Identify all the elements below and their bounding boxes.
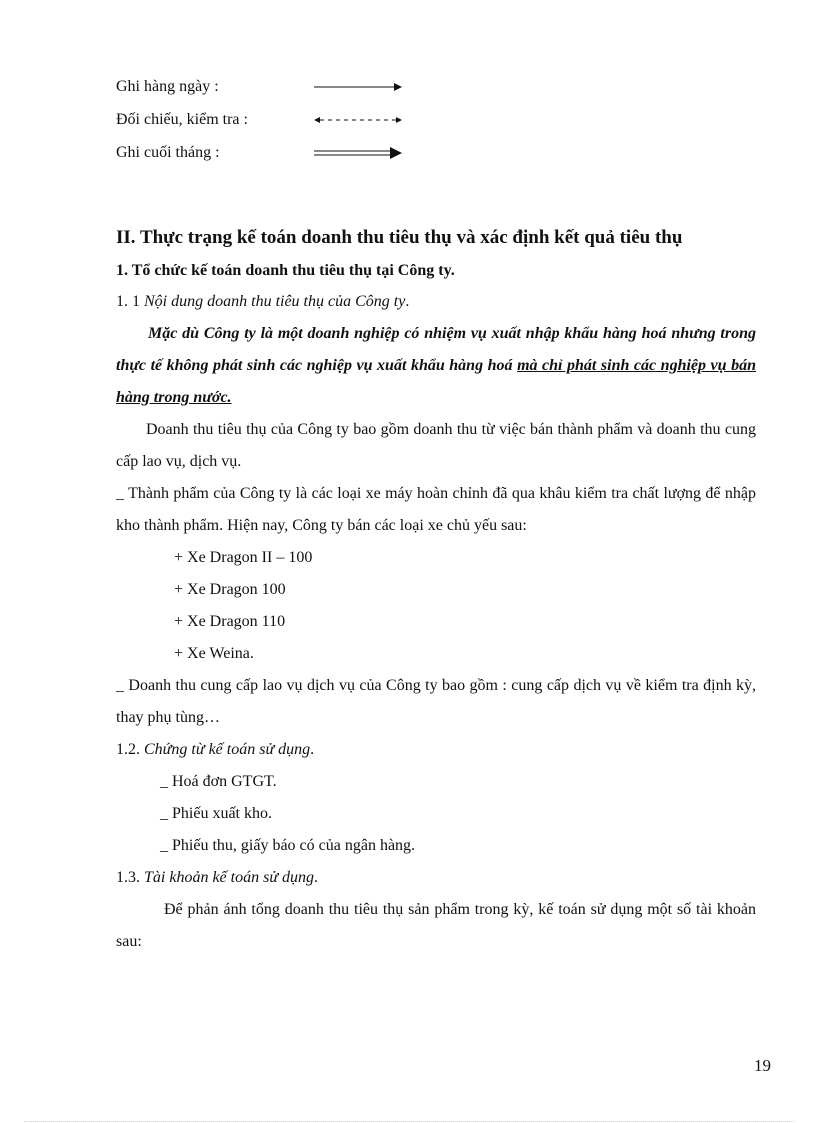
paragraph-products: _ Thành phẩm của Công ty là các loại xe máy hoàn chỉnh đã qua khâu kiểm tra chất lượng để nhập kho thành phẩm. Hiện nay, Công ty bán các loại xe chủ yếu sau: bbox=[116, 485, 756, 534]
document-item: _ Phiếu thu, giấy báo có của ngân hàng. bbox=[160, 837, 416, 854]
export-note-main: Mặc dù Công ty là một doanh nghiệp có nhiệm vụ xuất nhập khẩu hàng hoá nhưng trong thực tế không phát sinh các nghiệp vụ xuất khẩu hàng hoá bbox=[116, 325, 756, 374]
product-item: + Xe Dragon II – 100 bbox=[174, 549, 313, 566]
export-note bbox=[116, 318, 756, 414]
main-content bbox=[116, 220, 756, 958]
paragraph-revenue: Doanh thu tiêu thụ của Công ty bao gồm doanh thu từ việc bán thành phẩm và doanh thu cung cấp lao vụ, dịch vụ. bbox=[116, 421, 756, 470]
double-arrow-icon bbox=[314, 144, 402, 162]
subheading-text: Nội dung doanh thu tiêu thụ của Công ty bbox=[144, 293, 406, 310]
product-item: + Xe Dragon 110 bbox=[174, 613, 286, 630]
document-item: _ Hoá đơn GTGT. bbox=[160, 773, 277, 790]
section-title: II. Thực trạng kế toán doanh thu tiêu thụ và xác định kết quả tiêu thụ bbox=[116, 227, 683, 248]
page-number: 19 bbox=[754, 1056, 771, 1075]
paragraph-accounts: Để phản ánh tổng doanh thu tiêu thụ sản phẩm trong kỳ, kế toán sử dụng một số tài khoản sau: bbox=[116, 901, 756, 950]
footer-divider bbox=[24, 1121, 794, 1122]
product-item: + Xe Dragon 100 bbox=[174, 581, 286, 598]
subheading-1-1: 1. 1 Nội dung doanh thu tiêu thụ của Công ty. bbox=[116, 293, 410, 310]
legend-monthend-label: Ghi cuối tháng : bbox=[116, 144, 220, 161]
document-item: _ Phiếu xuất kho. bbox=[160, 805, 272, 822]
subheading-number: 1.3. bbox=[116, 869, 140, 886]
legend-crosscheck-label: Đối chiếu, kiểm tra : bbox=[116, 111, 248, 128]
legend bbox=[116, 74, 416, 173]
subheading-text: Chứng từ kế toán sử dụng bbox=[144, 741, 311, 758]
export-note-underlined: mà chỉ phát sinh các nghiệp vụ bán hàng trong nước. bbox=[116, 357, 756, 406]
legend-daily bbox=[116, 74, 416, 107]
heading-1: 1. Tổ chức kế toán doanh thu tiêu thụ tại Công ty. bbox=[116, 262, 455, 279]
subheading-1-3: 1.3. Tài khoản kế toán sử dụng. bbox=[116, 869, 319, 886]
subheading-text: Tài khoản kế toán sử dụng bbox=[144, 869, 315, 886]
subheading-number: 1. 1 bbox=[116, 293, 140, 310]
subheading-number: 1.2. bbox=[116, 741, 140, 758]
legend-daily-label: Ghi hàng ngày : bbox=[116, 78, 219, 95]
product-item: + Xe Weina. bbox=[174, 645, 254, 662]
legend-crosscheck bbox=[116, 107, 416, 140]
dashed-arrow-icon bbox=[314, 111, 402, 129]
solid-arrow-icon bbox=[314, 78, 402, 96]
paragraph-services: _ Doanh thu cung cấp lao vụ dịch vụ của Công ty bao gồm : cung cấp dịch vụ về kiểm tra định kỳ, thay phụ tùng… bbox=[116, 677, 756, 726]
subheading-1-2: 1.2. Chứng từ kế toán sử dụng. bbox=[116, 741, 315, 758]
legend-monthend bbox=[116, 140, 416, 173]
